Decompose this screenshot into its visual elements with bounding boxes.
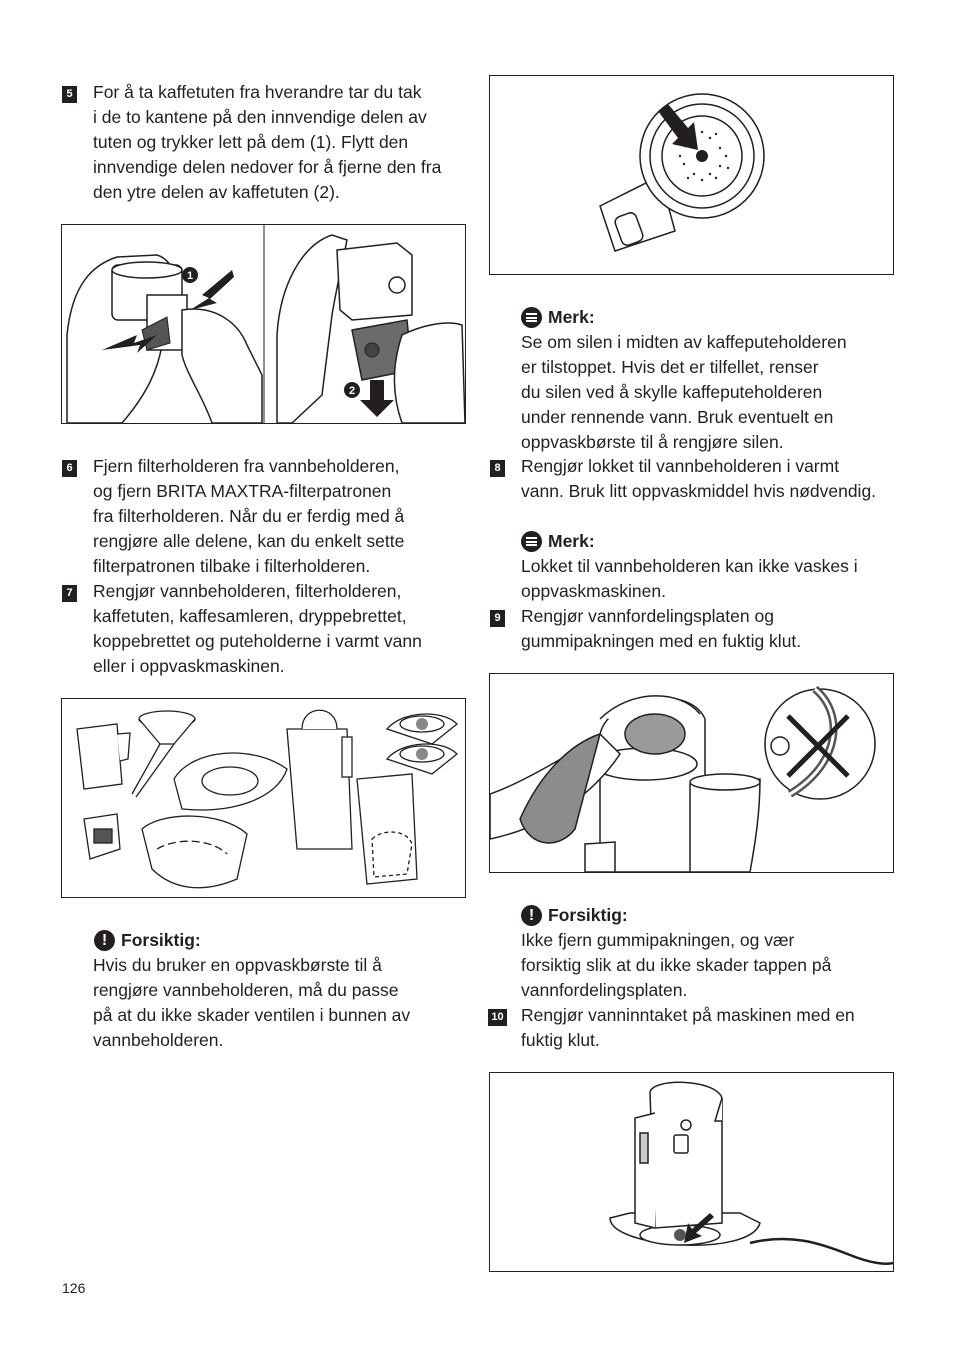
text-line: i de to kantene på den innvendige delen av [93,107,427,127]
text-line: filterpatronen tilbake i filterholderen. [93,556,371,576]
note-label: Merk: [548,307,595,327]
text-line: Rengjør vanninntaket på maskinen med en [521,1005,855,1025]
figure-removable-parts [61,698,466,898]
callout-1: 1 [186,270,194,282]
text-line: tuten og trykker lett på dem (1). Flytt den [93,132,409,152]
water-inlet-illustration [490,1073,893,1271]
caution-text-right [521,928,831,1003]
note-icon [521,531,542,552]
step-6-text [93,454,404,579]
text-line: fuktig klut. [521,1030,600,1050]
text-line: For å ta kaffetuten fra hverandre tar du tak [93,82,422,102]
exclamation-icon: ! [521,905,542,926]
step-number-6: 6 [62,460,77,477]
text-line: Ikke fjern gummipakningen, og vær [521,930,795,950]
step-8-text [521,454,876,504]
text-line: Fjern filterholderen fra vannbeholderen, [93,456,400,476]
text-line: Rengjør vannbeholderen, filterholderen, [93,581,402,601]
spout-disassembly-illustration [62,225,465,423]
text-line: Lokket til vannbeholderen kan ikke vaskes i [521,556,858,576]
text-line: vannbeholderen. [93,1030,224,1050]
note-1-text [521,330,847,455]
text-line: på at du ikke skader ventilen i bunnen av [93,1005,411,1025]
note-heading-2 [521,529,595,554]
text-line: Rengjør vannfordelingsplaten og [521,606,774,626]
caution-label: Forsiktig: [548,905,628,925]
exclamation-icon: ! [94,930,115,951]
text-line: Se om silen i midten av kaffeputeholderen [521,332,847,352]
text-line: er tilstoppet. Hvis det er tilfellet, renser [521,357,819,377]
text-line: fra filterholderen. Når du er ferdig med å [93,506,405,526]
text-line: forsiktig slik at du ikke skader tappen på [521,955,832,975]
removable-parts-illustration [62,699,465,897]
pad-holder-illustration [490,76,893,274]
caution-label: Forsiktig: [121,930,201,950]
text-line: under rennende vann. Bruk eventuelt en [521,407,834,427]
step-7-text [93,579,422,679]
note-2-text [521,554,858,604]
caution-heading-left [94,928,201,953]
page-number: 126 [62,1280,86,1296]
step-9-text [521,604,801,654]
text-line: rengjøre vannbeholderen, må du passe [93,980,399,1000]
step-number-5: 5 [62,86,77,103]
text-line: oppvaskbørste til å rengjøre silen. [521,432,784,452]
figure-spout-disassembly [61,224,466,424]
step-number-9: 9 [490,610,505,627]
text-line: Hvis du bruker en oppvaskbørste til å [93,955,382,975]
text-line: eller i oppvaskmaskinen. [93,656,285,676]
callout-2: 2 [348,385,356,397]
text-line: rengjøre alle delene, kan du enkelt sette [93,531,405,551]
distribution-plate-illustration [490,674,893,872]
caution-text-left [93,953,410,1053]
text-line: kaffetuten, kaffesamleren, dryppebrettet, [93,606,407,626]
figure-pad-holder-sieve [489,75,894,275]
step-number-8: 8 [490,460,505,477]
caution-heading-right [521,903,628,928]
text-line: gummipakningen med en fuktig klut. [521,631,802,651]
step-5-text [93,80,441,205]
step-number-10: 10 [488,1009,507,1026]
text-line: Rengjør lokket til vannbeholderen i varmt [521,456,840,476]
text-line: den ytre delen av kaffetuten (2). [93,182,340,202]
text-line: innvendige delen nedover for å fjerne den fra [93,157,442,177]
note-icon [521,307,542,328]
text-line: og fjern BRITA MAXTRA-filterpatronen [93,481,392,501]
figure-water-inlet [489,1072,894,1272]
text-line: vann. Bruk litt oppvaskmiddel hvis nødvendig. [521,481,877,501]
figure-clean-distribution-plate [489,673,894,873]
text-line: oppvaskmaskinen. [521,581,666,601]
text-line: du silen ved å skylle kaffeputeholderen [521,382,823,402]
note-label: Merk: [548,531,595,551]
note-heading-1 [521,305,595,330]
text-line: koppebrettet og puteholderne i varmt vann [93,631,422,651]
step-number-7: 7 [62,585,77,602]
text-line: vannfordelingsplaten. [521,980,688,1000]
step-10-text [521,1003,855,1053]
